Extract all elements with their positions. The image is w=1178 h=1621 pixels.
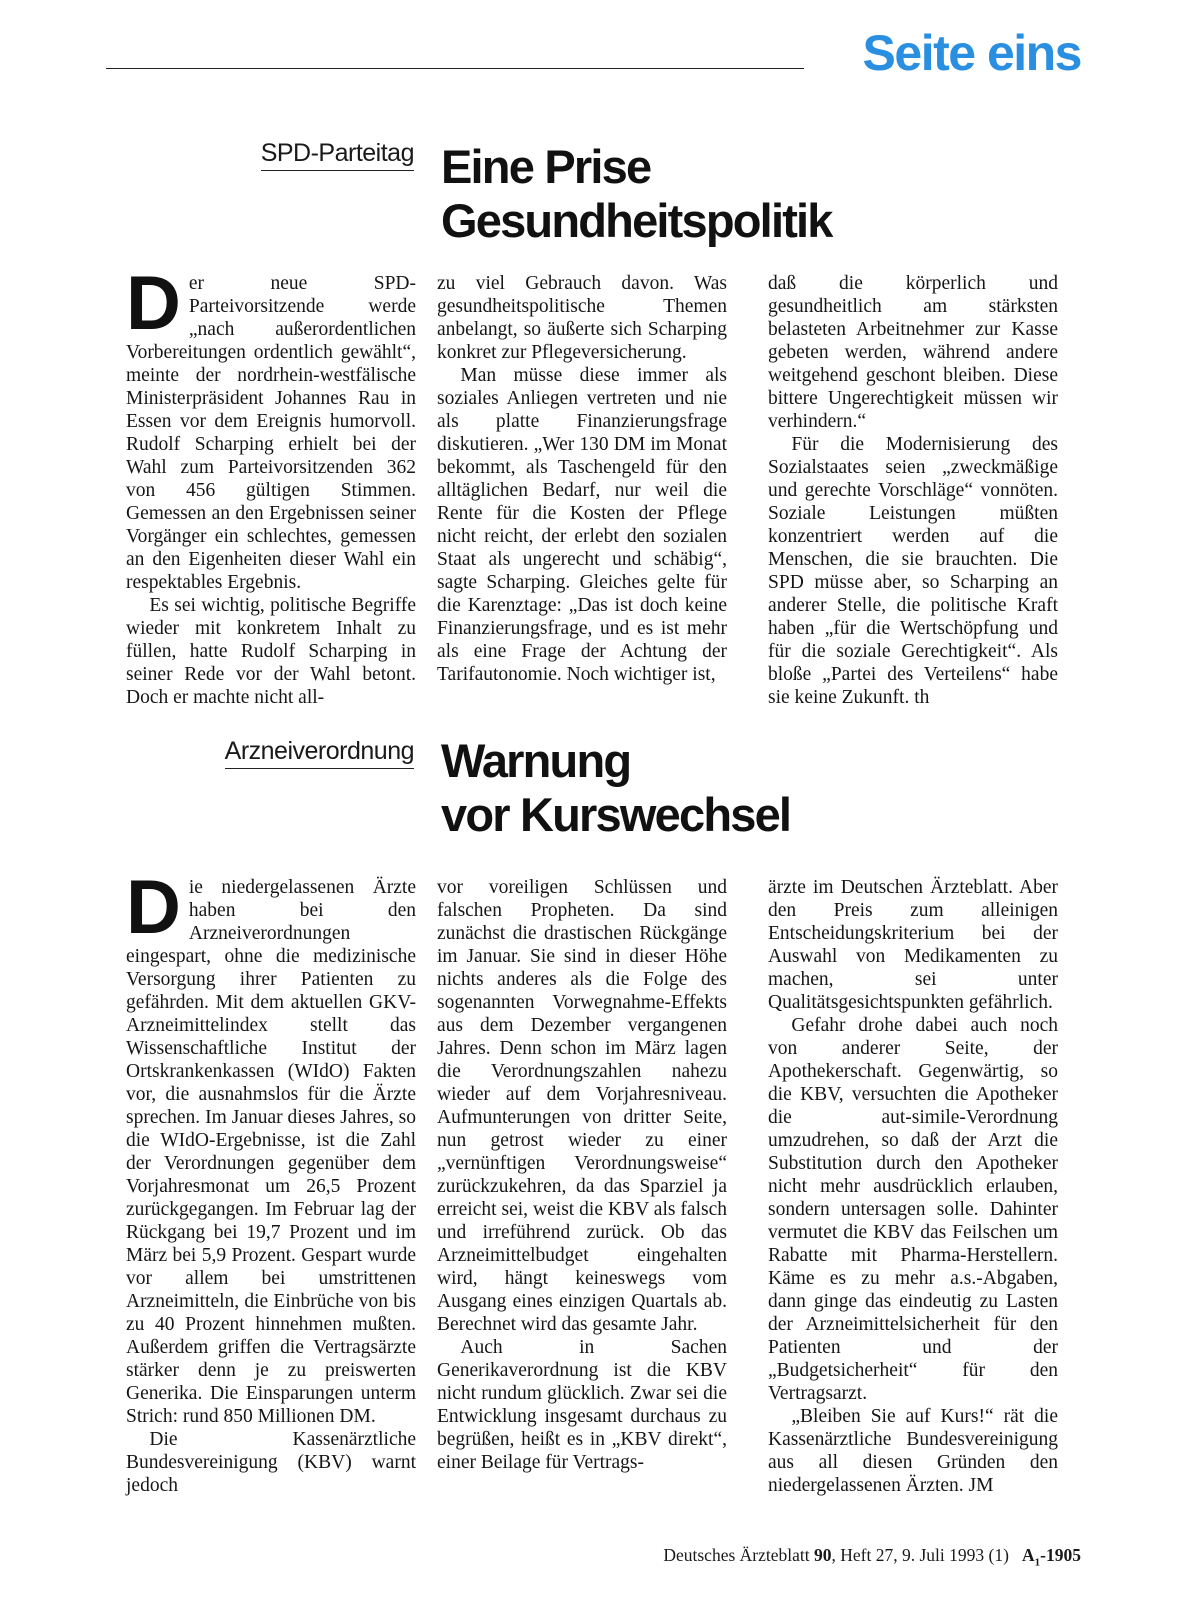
header-rule (106, 68, 804, 69)
article1-dropcap: D (126, 261, 181, 346)
footer-page-number: -1905 (1040, 1545, 1081, 1565)
article1-column-2 (437, 272, 727, 686)
article1-paragraph: Für die Modernisierung des Sozialstaates seien „zweckmäßige und gerechte Vorschläge“ vonnöten. Soziale Leistungen müßten konzentriert werden auf die Menschen, die sie brauchten. Die SPD müsse aber, so Scharping an anderer Stelle, die politische Kraft haben „für die Wertschöpfung und für die soziale Gerechtigkeit“. Als bloße „Partei des Verteilens“ habe sie keine Zukunft. th (768, 434, 1058, 708)
article2-headline (441, 734, 790, 842)
page-footer (663, 1545, 1081, 1569)
footer-page-sub: 1 (1034, 1556, 1041, 1569)
article1-column-1 (126, 261, 416, 709)
article2-paragraph: ärzte im Deutschen Ärzteblatt. Aber den Preis zum alleinigen Entscheidungskriterium bei der Auswahl von Medikamenten zu machen, sei unter Qualitätsgesichtspunkten gefährlich. (768, 877, 1058, 1013)
article2-paragraph: ie niedergelassenen Ärzte haben bei den Arzneiverordnungen eingespart, ohne die medizinische Versorgung ihrer Patienten zu gefährden. Mit dem aktuellen GKV-Arzneimittelindex stellt das Wissenschaftliche Institut der Ortskrankenkassen (WIdO) Fakten vor, die ausnahmslos für die Ärzte sprechen. Im Januar dieses Jahres, so die WIdO-Ergebnisse, ist die Zahl der Verordnungen gegenüber dem Vorjahresmonat um 26,5 Prozent zurückgegangen. Im Februar lag der Rückgang bei 19,7 Prozent und im März bei 5,9 Prozent. Gespart wurde vor allem bei umstrittenen Arzneimitteln, die Einbrüche von bis zu 40 Prozent hinnehmen mußten. Außerdem griffen die Vertragsärzte stärker denn je zu preiswerten Generika. Die Einsparungen unterm Strich: rund 850 Millionen DM. (126, 877, 416, 1427)
article2-headline-line2: vor Kurswechsel (441, 788, 791, 841)
article1-paragraph: Man müsse diese immer als soziales Anliegen vertreten und nie als platte Finanzierungsfrage diskutieren. „Wer 130 DM im Monat bekommt, als Taschengeld für den alltäglichen Bedarf, nur weil die Rente für die Kosten der Pflege nicht reicht, der erlebt den sozialen Staat als ungerecht und schäbig“, sagte Scharping. Gleiches gelte für die Karenztage: „Das ist doch keine Finanzierungsfrage, und es ist mehr als eine Frage der Achtung der Tarifautonomie. Noch wichtiger ist, (437, 365, 727, 685)
article2-column-3 (768, 876, 1058, 1497)
article2-headline-line1: Warnung (441, 734, 631, 787)
article1-headline (441, 140, 832, 248)
footer-volume: 90 (813, 1545, 832, 1565)
article1-kicker: SPD-Parteitag (261, 140, 414, 171)
article1-paragraph: zu viel Gebrauch davon. Was gesundheitspolitische Themen anbelangt, so äußerte sich Scharping konkret zur Pflegeversicherung. (437, 273, 727, 363)
article2-paragraph: Die Kassenärztliche Bundesvereinigung (KBV) warnt jedoch (126, 1429, 416, 1496)
article2-column-2 (437, 876, 727, 1474)
footer-issue: , Heft 27, 9. Juli 1993 (1) (831, 1545, 1009, 1565)
article1-paragraph: er neue SPD-Parteivorsitzende werde „nach außerordentlichen Vorbereitungen ordentlich gewählt“, meinte der nordrhein-westfälische Ministerpräsident Johannes Rau in Essen vor dem Ereignis humorvoll. Rudolf Scharping erhielt bei der Wahl zum Parteivorsitzenden 362 von 456 gültigen Stimmen. Gemessen an den Ergebnissen seiner Vorgänger ein schlechtes, gemessen an den Eigenheiten dieser Wahl ein respektables Ergebnis. (126, 273, 416, 593)
article2-paragraph: „Bleiben Sie auf Kurs!“ rät die Kassenärztliche Bundesvereinigung aus all diesen Gründen den niedergelassenen Ärzten. JM (768, 1406, 1058, 1496)
article2-dropcap: D (126, 865, 181, 950)
footer-page-prefix: A (1022, 1545, 1035, 1565)
article2-paragraph: Gefahr drohe dabei auch noch von anderer Seite, der Apothekerschaft. Gegenwärtig, so die KBV, versuchten die Apotheker die aut-simile-Verordnung umzudrehen, so daß der Arzt die Substitution durch den Apotheker nicht mehr ausdrücklich erlauben, sondern untersagen solle. Dahinter vermutet die KBV das Feilschen um Rabatte mit Pharma-Herstellern. Käme es zu mehr a.s.-Abgaben, dann ginge das eindeutig zu Lasten der Arzneimittelsicherheit für den Patienten und der „Budgetsicherheit“ für den Vertragsarzt. (768, 1015, 1058, 1404)
article1-column-3 (768, 272, 1058, 709)
article2-paragraph: Auch in Sachen Generikaverordnung ist die KBV nicht rundum glücklich. Zwar sei die Entwicklung insgesamt durchaus zu begrüßen, heißt es in „KBV direkt“, einer Beilage für Vertrags- (437, 1337, 727, 1473)
article1-headline-line2: Gesundheitspolitik (441, 194, 832, 247)
article2-paragraph: vor voreiligen Schlüssen und falschen Propheten. Da sind zunächst die drastischen Rückgänge im Januar. Sie sind in dieser Höhe nichts anderes als die Folge des sogenannten Vorwegnahme-Effekts aus dem Dezember vergangenen Jahres. Denn schon im März lagen die Verordnungszahlen nahezu wieder auf dem Vorjahresniveau. Aufmunterungen von dritter Seite, nun getrost wieder zu einer „vernünftigen Verordnungsweise“ zurückzukehren, da das Sparziel ja erreicht sei, weist die KBV als falsch und irreführend zurück. Ob das Arzneimittelbudget eingehalten wird, hängt keineswegs vom Ausgang eines einzigen Quartals ab. Berechnet wird das gesamte Jahr. (437, 877, 727, 1335)
article1-headline-line1: Eine Prise (441, 140, 651, 193)
article1-paragraph: Es sei wichtig, politische Begriffe wieder mit konkretem Inhalt zu füllen, hatte Rudolf Scharping in seiner Rede vor der Wahl betont. Doch er machte nicht all- (126, 595, 416, 708)
article2-kicker: Arzneiverordnung (225, 738, 414, 769)
article1-paragraph: daß die körperlich und gesundheitlich am stärksten belasteten Arbeitnehmer zur Kasse gebeten werden, während andere weitgehend geschont bleiben. Diese bittere Ungerechtigkeit müssen wir verhindern.“ (768, 273, 1058, 432)
section-title: Seite eins (862, 25, 1081, 81)
footer-journal: Deutsches Ärzteblatt (663, 1545, 810, 1565)
article2-column-1 (126, 865, 416, 1497)
